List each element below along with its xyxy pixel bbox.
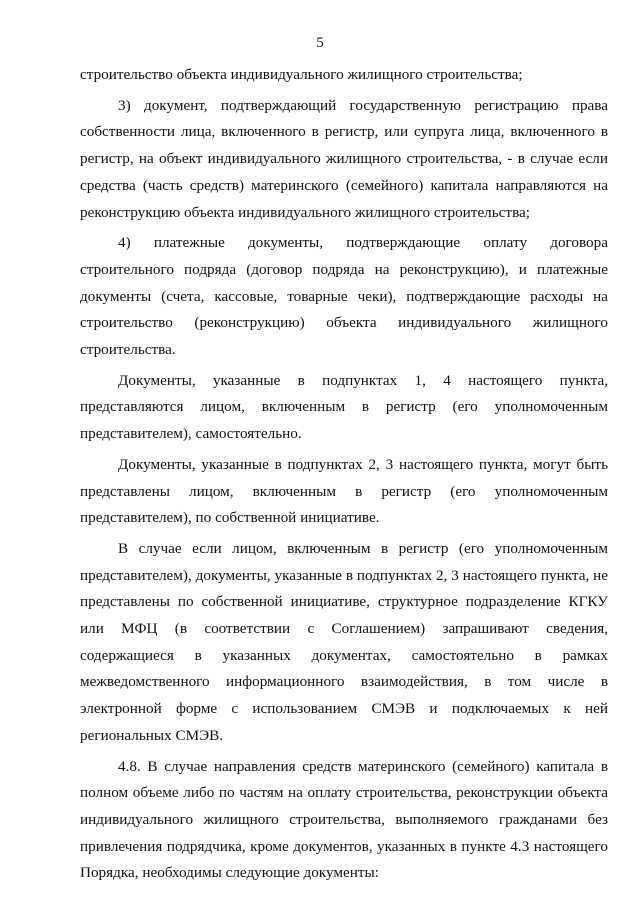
paragraph-section-4-8: 4.8. В случае направления средств материнского (семейного) капитала в полном объеме либо по частям на оплату строительства, реконструкции объекта индивидуального жилищного строительства, выполняемого гражданами без привлечения подрядчика, кроме документов, указанных в пункте 4.3 настоящего Порядка, необходимы следующие документы: [80, 757, 608, 882]
paragraph-continuation: строительство объекта индивидуального жилищного строительства; [80, 66, 523, 83]
paragraph-interdepartmental-request: В случае если лицом, включенным в регистр (его уполномоченным представителем), документы, указанные в подпунктах 2, 3 настоящего пункта, не представлены по собственной инициативе, структурное подразделение КГКУ или МФЦ (в соответствии с Соглашением) запрашивают сведения, содержащиеся в указанных документах, самостоятельно в рамках межведомственного информационного взаимодействия, в том числе в электронной форме с использованием СМЭВ и подключаемых к ней региональных СМЭВ. [80, 539, 608, 744]
paragraph-item-4: 4) платежные документы, подтверждающие оплату договора строительного подряда (договор подряда на реконструкцию), и платежные документы (счета, кассовые, товарные чеки), подтверждающие расходы на строительство (реконструкцию) объекта индивидуального жилищного строительства. [80, 234, 608, 359]
paragraph-item-3: 3) документ, подтверждающий государственную регистрацию права собственности лица, включенного в регистр, или супруга лица, включенного в регистр, на объект индивидуального жилищного строительства, - в случае если средства (часть средств) материнского (семейного) капитала направляются на реконструкцию объекта индивидуального жилищного строительства; [80, 96, 608, 221]
document-body [80, 62, 608, 887]
paragraph-documents-own-initiative: Документы, указанные в подпунктах 2, 3 настоящего пункта, могут быть представлены лицом, включенным в регистр (его уполномоченным представителем), по собственной инициативе. [80, 455, 608, 527]
page-number: 5 [316, 35, 324, 51]
paragraph-documents-independently: Документы, указанные в подпунктах 1, 4 настоящего пункта, представляются лицом, включенным в регистр (его уполномоченным представителем), самостоятельно. [80, 371, 608, 443]
